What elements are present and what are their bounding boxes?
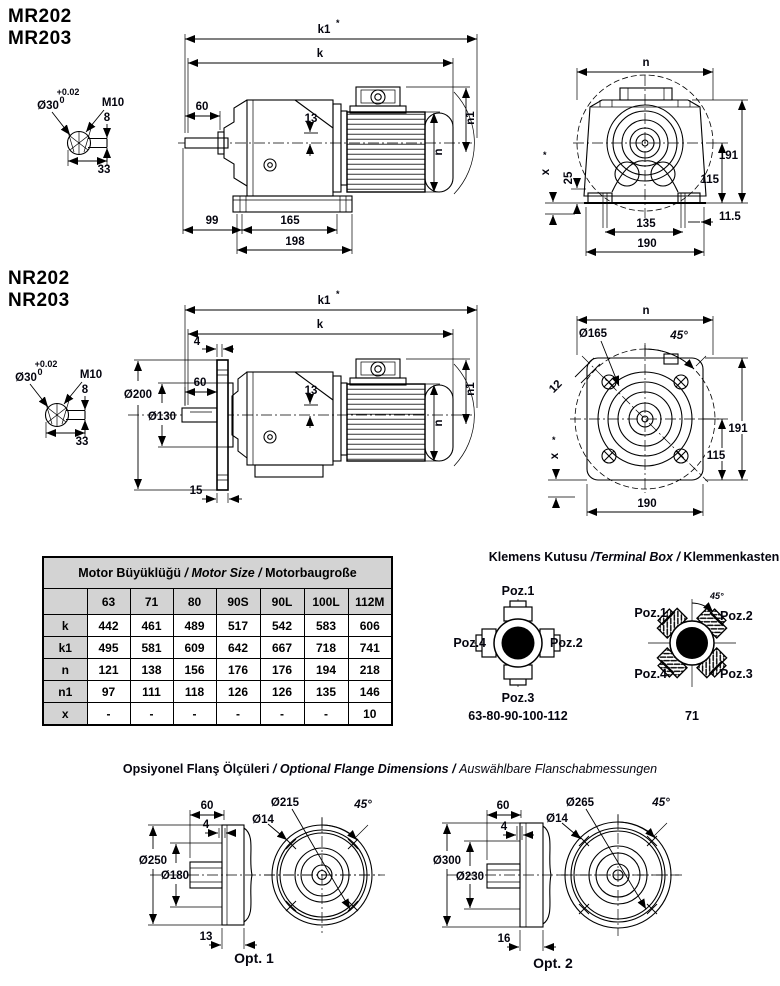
terminal-title-tr: Klemens Kutusu: [488, 550, 591, 564]
cell: 581: [130, 637, 173, 659]
table-title-en: / Motor Size /: [184, 566, 266, 580]
terminal-title-en: /Terminal Box /: [590, 550, 684, 564]
flange-title-de: Auswählbare Flanschabmessungen: [459, 762, 658, 776]
cell: 606: [348, 615, 392, 637]
dim-45deg: 45°: [652, 797, 670, 809]
dim-n: n: [433, 419, 445, 427]
dim-k1-star: *: [336, 18, 340, 28]
motor-size-table: [42, 556, 393, 726]
nr-shaft-detail: [15, 359, 102, 448]
flange-title-tr: Opsiyonel Flanş Ölçüleri: [122, 762, 273, 776]
dim-n-front: n: [642, 305, 650, 317]
dim-n: n: [433, 148, 445, 156]
dim-45deg: 45°: [670, 330, 688, 342]
cell: 718: [304, 637, 348, 659]
cell: -: [173, 703, 216, 726]
col-80: 80: [173, 589, 216, 615]
mr-front-view: [573, 75, 717, 228]
table-row-x: [43, 703, 392, 726]
dim-99: 99: [205, 215, 219, 227]
dim-12: 12: [547, 378, 565, 396]
cell: 10: [348, 703, 392, 726]
dim-key-length: 33: [97, 164, 111, 176]
nr-side-view: [128, 359, 474, 490]
cell: 146: [348, 681, 392, 703]
col-71: 71: [130, 589, 173, 615]
col-90s: 90S: [216, 589, 260, 615]
cell: 121: [87, 659, 130, 681]
terminal-title-de: Klemmenkasten: [683, 550, 780, 564]
table-title-tr: Motor Büyüklüğü: [78, 566, 185, 580]
cell: -: [216, 703, 260, 726]
table-column-header-row: [43, 589, 392, 615]
table-row-k1: [43, 637, 392, 659]
cell: 442: [87, 615, 130, 637]
dim-60: 60: [496, 800, 510, 812]
dim-k: k: [316, 319, 324, 331]
mr-front-dimensions: [540, 57, 748, 256]
table-corner-cell: [43, 589, 87, 615]
dim-dia14: Ø14: [546, 813, 568, 825]
cell: 495: [87, 637, 130, 659]
terminal-box-section: [420, 545, 780, 745]
dim-60: 60: [200, 800, 214, 812]
col-90l: 90L: [260, 589, 304, 615]
dim-thread: M10: [101, 97, 125, 109]
poz2-label: Poz.2: [550, 636, 583, 650]
cell: 111: [130, 681, 173, 703]
dim-k1: k1: [317, 24, 331, 36]
terminal-caption-left: 63-80-90-100-112: [468, 709, 568, 723]
dim-4: 4: [500, 821, 508, 833]
terminal-box-title: [489, 550, 780, 564]
poz1-label: Poz.1: [634, 606, 667, 620]
dim-x-star: *: [543, 150, 547, 160]
row-label-n1: n1: [43, 681, 87, 703]
dim-dia14: Ø14: [252, 814, 274, 826]
dim-dia165: Ø165: [578, 328, 608, 340]
cell: 138: [130, 659, 173, 681]
dim-60: 60: [195, 101, 209, 113]
cell: 126: [216, 681, 260, 703]
dim-115: 115: [700, 174, 719, 186]
dim-shaft-dia: Ø30: [37, 100, 59, 112]
flange-options-section: [0, 756, 780, 986]
cell: 156: [173, 659, 216, 681]
dim-135: 135: [636, 218, 656, 230]
cell: 741: [348, 637, 392, 659]
dim-45deg: 45°: [354, 799, 372, 811]
dim-45deg: 45°: [710, 591, 724, 601]
poz2-label: Poz.2: [720, 609, 753, 623]
dim-11-5: 11.5: [719, 211, 741, 223]
dim-tol-plus: +0.02: [34, 359, 58, 369]
dim-190: 190: [637, 238, 657, 250]
dim-n-front: n: [642, 57, 650, 69]
cell: 489: [173, 615, 216, 637]
mr-drawing: [0, 0, 780, 270]
model-label-nr203: NR203: [8, 290, 70, 311]
col-100l: 100L: [304, 589, 348, 615]
cell: 118: [173, 681, 216, 703]
dim-13: 13: [199, 931, 213, 943]
cell: -: [130, 703, 173, 726]
model-label-mr203: MR203: [8, 28, 72, 49]
opt1-caption: Opt. 1: [234, 950, 274, 966]
dim-key-width: 8: [103, 112, 111, 124]
terminal-caption-right: 71: [685, 709, 699, 723]
dim-key-length: 33: [75, 436, 89, 448]
dim-dia265: Ø265: [565, 797, 595, 809]
cell: 194: [304, 659, 348, 681]
opt2-front-view: [546, 797, 679, 936]
dim-dia180: Ø180: [160, 870, 190, 882]
dim-60: 60: [193, 377, 207, 389]
cell: 609: [173, 637, 216, 659]
model-label-nr202: NR202: [8, 268, 70, 289]
cell: 97: [87, 681, 130, 703]
cell: 542: [260, 615, 304, 637]
dim-dia230: Ø230: [455, 871, 485, 883]
nr-front-view: [570, 345, 720, 493]
terminal-box-straight: [453, 584, 582, 723]
table-title-de: Motorbaugroße: [265, 566, 357, 580]
poz3-label: Poz.3: [720, 667, 753, 681]
col-63: 63: [87, 589, 130, 615]
dim-4: 4: [202, 819, 210, 831]
col-112m: 112M: [348, 589, 392, 615]
dim-16: 16: [497, 933, 511, 945]
terminal-box-rotated: [634, 586, 752, 723]
cell: -: [304, 703, 348, 726]
poz1-label: Poz.1: [501, 584, 535, 598]
dim-n1: n1: [465, 111, 477, 125]
cell: 218: [348, 659, 392, 681]
table-title: [43, 557, 392, 589]
dim-shaft-dia: Ø30: [15, 372, 37, 384]
dim-15: 15: [189, 485, 203, 497]
cell: 176: [260, 659, 304, 681]
dim-191: 191: [718, 150, 738, 162]
opt1-front-view: [252, 797, 380, 933]
dim-198: 198: [285, 236, 305, 248]
dim-tol-zero: 0: [59, 95, 65, 105]
dim-25: 25: [563, 171, 575, 185]
flange-title-en: / Optional Flange Dimensions /: [272, 762, 460, 776]
model-label-mr202: MR202: [8, 6, 72, 27]
cell: 461: [130, 615, 173, 637]
dim-x: x: [549, 452, 561, 460]
cell: 642: [216, 637, 260, 659]
poz4-label: Poz.4: [453, 636, 486, 650]
flange-title: [123, 761, 657, 776]
opt2-caption: Opt. 2: [533, 955, 573, 971]
mr-side-view: [178, 87, 474, 212]
dim-dia300: Ø300: [432, 855, 462, 867]
mr-shaft-detail: [37, 87, 124, 176]
table-row-n1: [43, 681, 392, 703]
dim-k1: k1: [317, 295, 331, 307]
dim-thread: M10: [79, 369, 103, 381]
cell: -: [87, 703, 130, 726]
row-label-k1: k1: [43, 637, 87, 659]
cell: 667: [260, 637, 304, 659]
dim-190: 190: [637, 498, 657, 510]
dim-k1-star: *: [336, 289, 340, 299]
dim-x: x: [540, 168, 552, 176]
dim-dia215: Ø215: [270, 797, 300, 809]
cell: -: [260, 703, 304, 726]
dim-165: 165: [280, 215, 300, 227]
cell: 176: [216, 659, 260, 681]
cell: 135: [304, 681, 348, 703]
poz3-label: Poz.3: [501, 691, 535, 705]
row-label-k: k: [43, 615, 87, 637]
cell: 583: [304, 615, 348, 637]
dim-tol-plus: +0.02: [56, 87, 80, 97]
dim-tol-zero: 0: [37, 367, 43, 377]
dim-n1: n1: [465, 382, 477, 396]
dim-115: 115: [706, 450, 726, 462]
dim-4: 4: [193, 336, 201, 348]
dim-x-star: *: [552, 435, 556, 445]
row-label-x: x: [43, 703, 87, 726]
dim-key-width: 8: [81, 384, 89, 396]
row-label-n: n: [43, 659, 87, 681]
cell: 126: [260, 681, 304, 703]
table-row-k: [43, 615, 392, 637]
mr-side-dimensions: [183, 18, 477, 254]
dim-13: 13: [304, 385, 318, 397]
table-row-n: [43, 659, 392, 681]
dim-k: k: [316, 48, 324, 60]
dim-dia200: Ø200: [123, 389, 153, 401]
dim-13: 13: [304, 113, 318, 125]
nr-front-dimensions: [547, 305, 749, 516]
dim-dia130: Ø130: [147, 411, 177, 423]
cell: 517: [216, 615, 260, 637]
dim-191: 191: [728, 423, 748, 435]
dim-dia250: Ø250: [138, 855, 168, 867]
poz4-label: Poz.4: [634, 667, 667, 681]
nr-drawing: [0, 265, 780, 535]
